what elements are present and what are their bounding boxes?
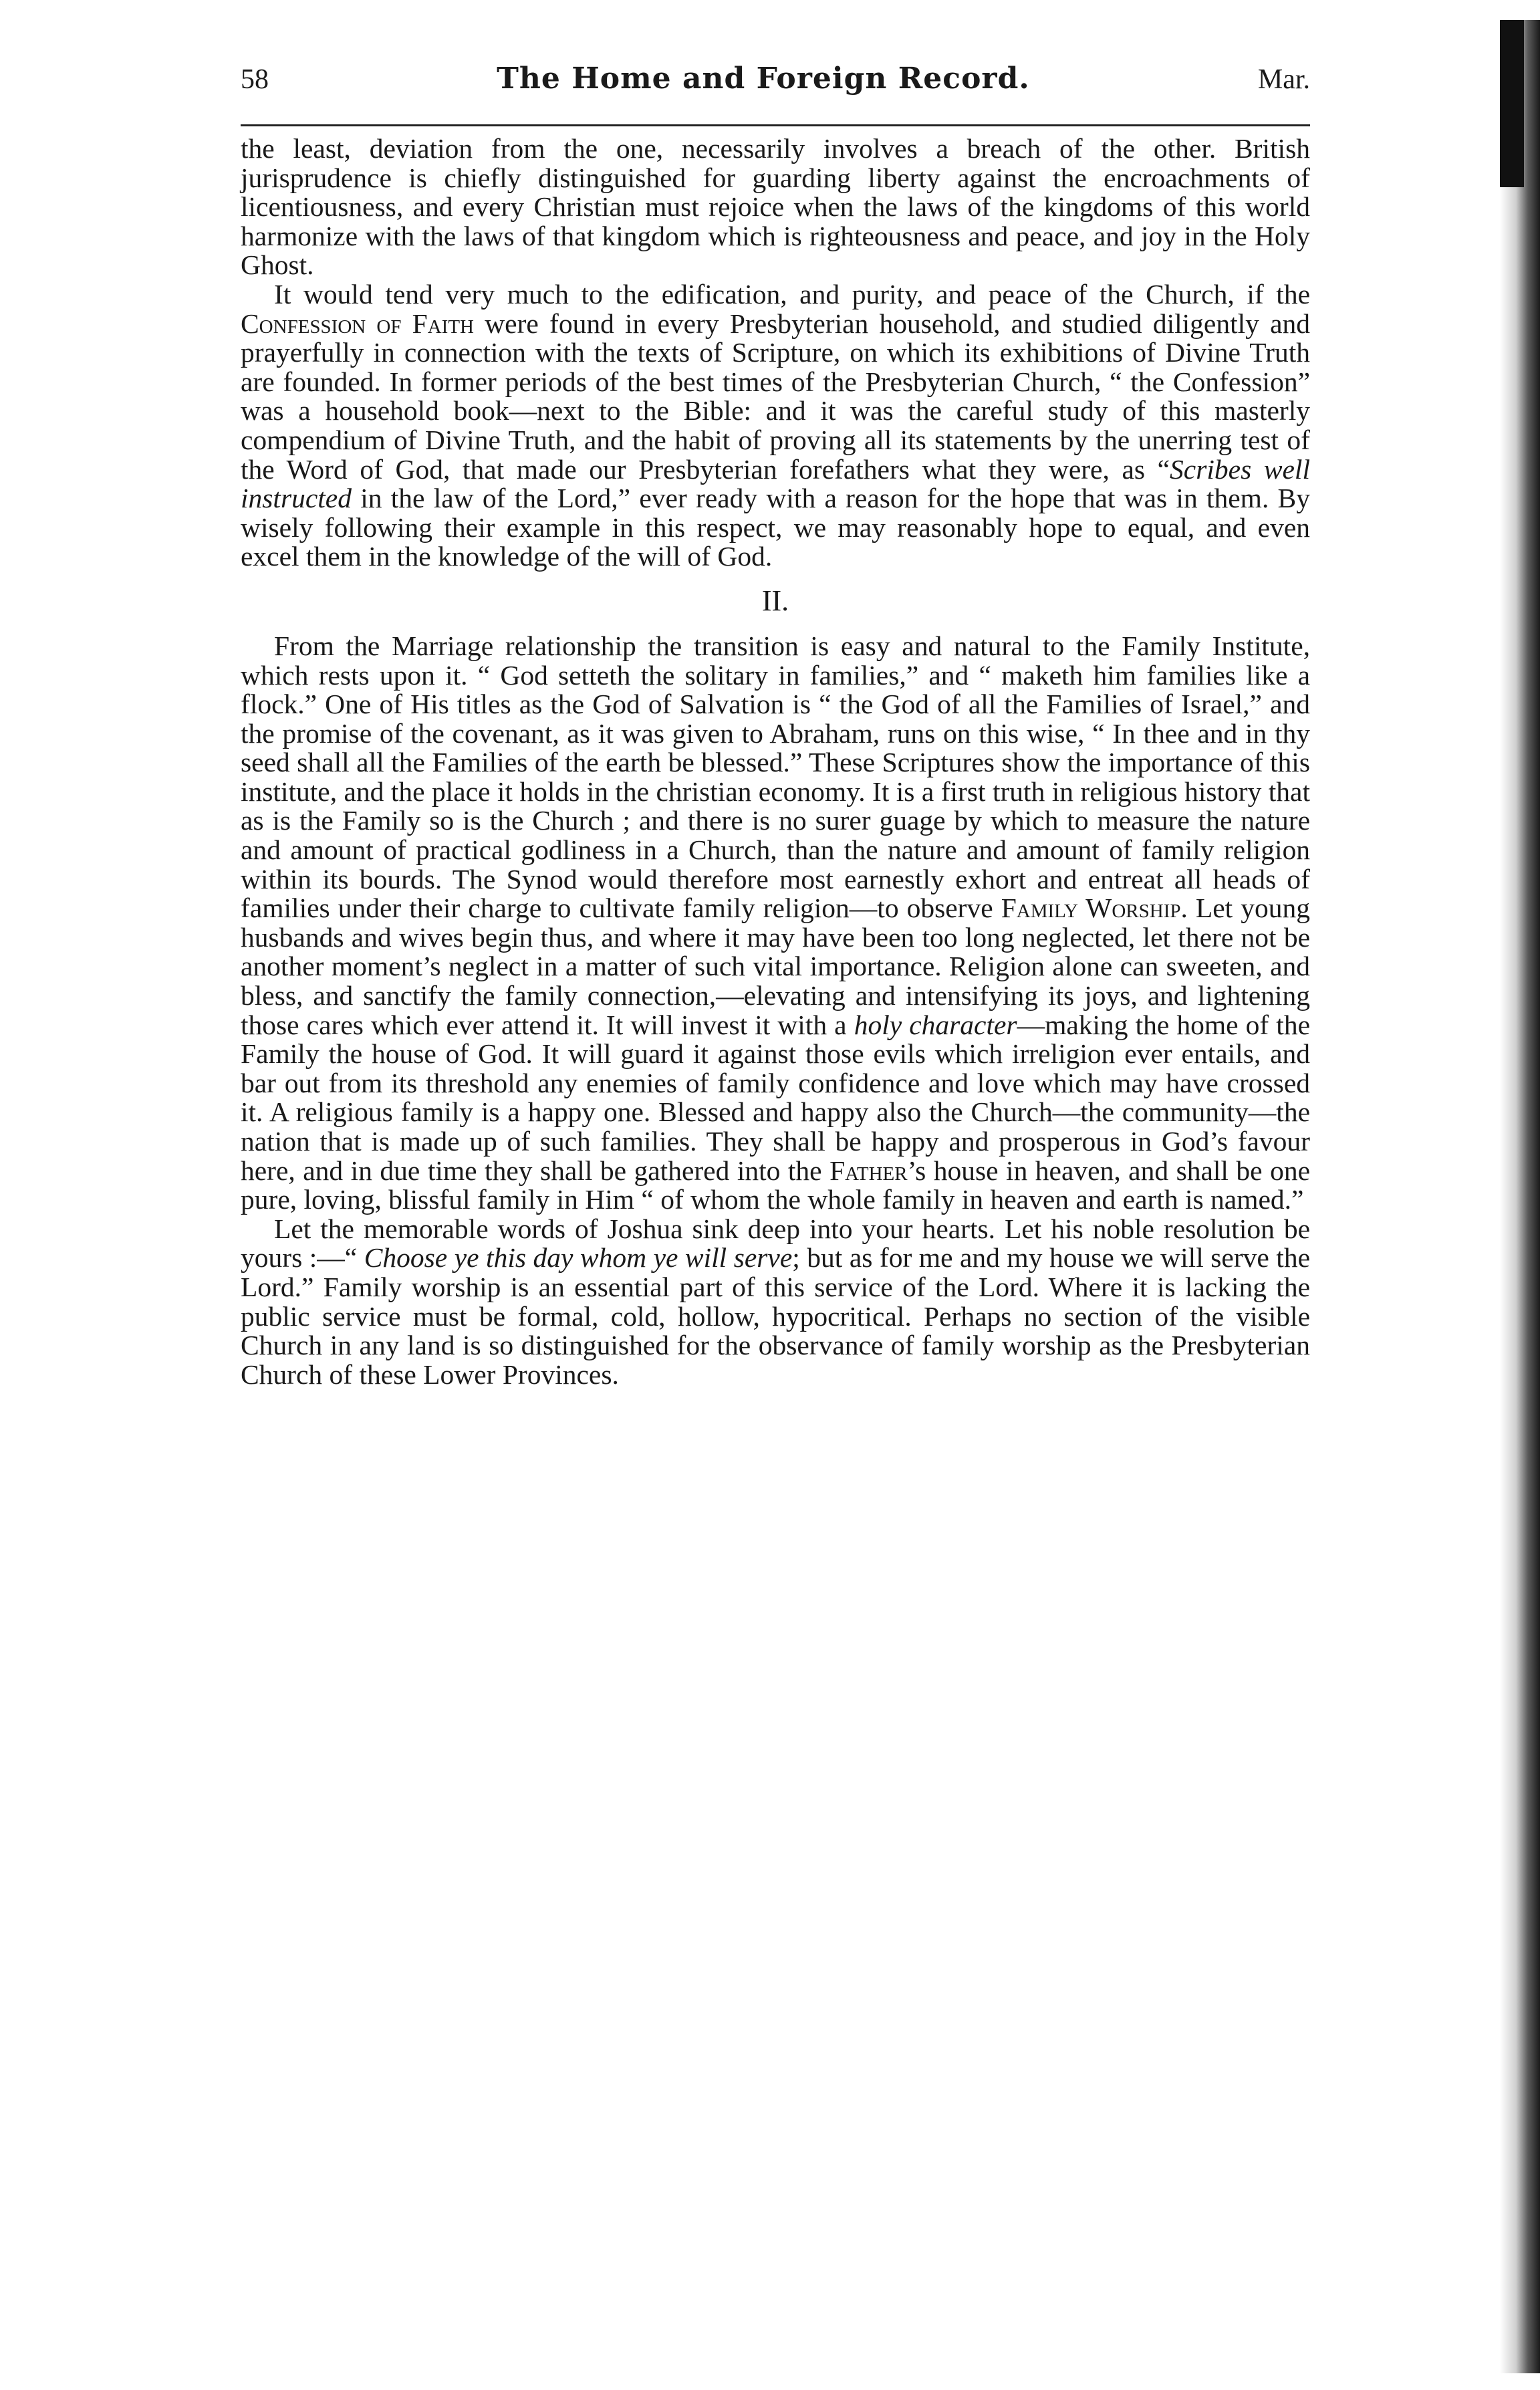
page-edge-shadow [1500,20,1540,2373]
paragraph-3: From the Marriage relationship the transition is easy and natural to the Family Institute, which rests upon it. “ God setteth the solitary in families,” and “ maketh him families like a flock.” One of His titles as the God of Salvation is “ the God of all the Families of Israel,” and the promise of the covenant, as it was given to Abraham, runs on this wise, “ In thee and in thy seed shall all the Families of the earth be blessed.” These Scriptures show the importance of this institute, and the place it holds in the christian economy. It is a first truth in religious history that as is the Family so is the Church ; and there is no surer guage by which to measure the nature and amount of practical godliness in a Church, than the nature and amount of family religion within its bourds. The Synod would therefore most earnestly exhort and entreat all heads of families under their charge to cultivate family religion—to observe Family Worship. Let young husbands and wives begin thus, and where it may have been too long neglected, let there not be another moment’s neglect in a matter of such vital importance. Religion alone can sweeten, and bless, and sanctify the family connection,—elevating and intensifying its joys, and lightening those cares which ever attend it. It will invest it with a holy character—making the home of the Family the house of God. It will guard it against those evils which irreligion ever entails, and bar out from its threshold any enemies of family confidence and love which may have crossed it. A religious family is a happy one. Blessed and happy also the Church—the community—the nation that is made up of such families. They shall be happy and prosperous in God’s favour here, and in due time they shall be gathered into the Father’s house in heaven, and shall be one pure, loving, blissful family in Him “ of whom the whole family in heaven and earth is named.” [241,630,1311,1215]
father-word: Father [829,1155,908,1186]
page-edge-dark-mark [1500,20,1524,187]
scribes-quote: Scribes well instructed [241,453,1310,514]
month-label: Mar. [1257,64,1310,95]
paragraph-2: It would tend very much to the edification, and purity, and peace of the Church, if the Confession of Faith were found in every Presbyterian household, and studied diligently and prayerfully in connection with the texts of Scripture, on which its exhibitions of Divine Truth are founded. In former periods of the best times of the Presbyterian Church, “ the Confession” was a household book—next to the Bible: and it was the careful study of this masterly compendium of Divine Truth, and the habit of proving all its statements by the unerring test of the Word of God, that made our Presbyterian forefathers what they were, as “Scribes well instructed in the law of the Lord,” ever ready with a reason for the hope that was in them. By wisely following their example in this respect, we may reasonably hope to equal, and even excel them in the knowledge of the will of God. [241,278,1310,572]
journal-title: The Home and Foreign Record. [497,62,1030,96]
document-page [241,62,1310,1389]
family-worship: Family Worship [1001,892,1181,924]
page-number: 58 [241,64,269,95]
joshua-quote: Choose ye this day whom ye will serve [364,1242,793,1274]
article-body [241,134,1310,1389]
paragraph-4: Let the memorable words of Joshua sink deep into your hearts. Let his noble resolution be yours :—“ Choose ye this day whom ye will serve; but as for me and my house we will serve the Lord.” Family worship is an essential part of this service of the Lord. Where it is lacking the public service must be formal, cold, hollow, hypocritical. Perhaps no section of the visible Church in any land is so distinguished for the observance of family worship as the Presbyterian Church of these Lower Provinces. [241,1213,1311,1390]
running-header [241,62,1310,110]
header-rule [241,124,1310,126]
confession-of-faith: Confession of Faith [241,308,474,339]
holy-character: holy character [854,1009,1017,1040]
paragraph-1: the least, deviation from the one, necessarily involves a breach of the other. British jurisprudence is chiefly distinguished for guarding liberty against the encroachments of licentiousness, and every Christian must rejoice when the laws of the kingdoms of this world harmonize with the laws of that kingdom which is righteousness and peace, and joy in the Holy Ghost. [241,133,1310,281]
section-number: II. [761,584,789,617]
